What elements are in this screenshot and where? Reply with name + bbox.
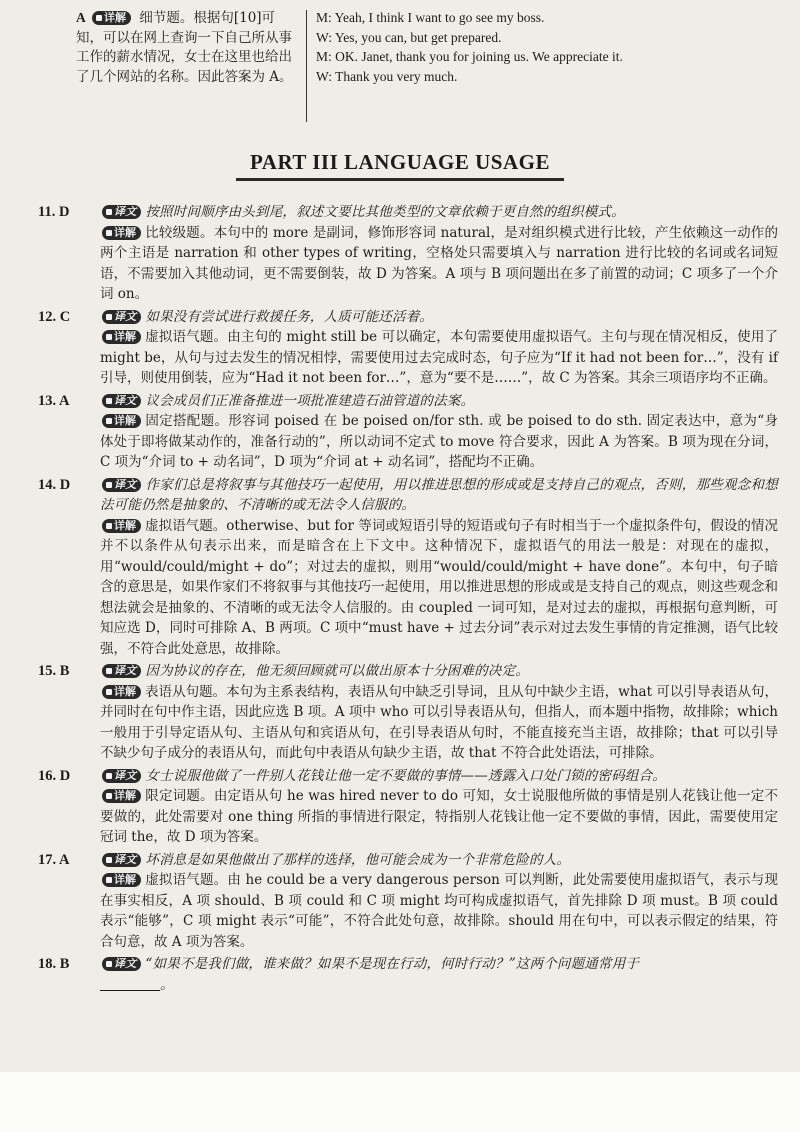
explanation: 详解 限定词题。由定语从句 he was hired never to do 可知，女士说服他所做的事情是别人花钱让他一定不要做的，此处需要对 one thing 所指的事情进行限定，特指别人花钱让他一定不要做的事情，因此，需要使用定冠词 the，故 D 项为答案。 xyxy=(100,788,778,845)
question-item xyxy=(38,202,778,305)
question-item xyxy=(38,391,778,473)
explanation: 详解 虚拟语气题。otherwise、but for 等词或短语引导的短语或句子有时相当于一个虚拟条件句，假设的情况并不以条件从句表示出来，而是暗含在上下文中。这种情况下，虚拟语气的用法一般是：对现在的虚拟，用“would/could/might + do”；对过去的虚拟，则用“would/could/might + have done”。本句中，句子暗含的意思是，如果作家们不将叙事与其他技巧一起使用，用以推进思想的形成或是支持自己的观点，则这些观念和想法就会是抽象的、不清晰的或无法令人信服的。由 coupled 一词可知，是对过去的虚拟，再根据句意判断，可知应选 D，同时可排除 A、B 两项。C 项中“must have + 过去分词”表示对过去发生事情的肯定推测，语气比较强，不符合此处意思，故排除。 xyxy=(100,517,778,657)
dialogue-line: W: Yes, you can, but get prepared. xyxy=(316,29,502,45)
translation-tag: 译文 xyxy=(102,853,141,867)
question-number: 11. D xyxy=(38,204,70,220)
translation: 译文 按照时间顺序由头到尾，叙述文要比其他类型的文章依赖于更自然的组织模式。 xyxy=(100,202,778,223)
explanation: 详解 比较级题。本句中的 more 是副词，修饰形容词 natural，是对组织模式进行比较，产生依赖这一动作的两个主语是 narration 和 other types of writing，空格处只需要填入与 narration 进行比较的名词或名词短语，不需要加入其他动词，更不需要倒装，故 D 为答案。A 项与 B 项问题出在多了前置的动词；C 项多了一个介词 on。 xyxy=(100,224,778,302)
explanation: 详解 表语从句题。本句为主系表结构，表语从句中缺乏引导词，且从句中缺少主语，what 可以引导表语从句，并同时在句中作主语，因此应选 B 项。A 项中 who 可以引导表语从句，但指人，而本题中指物，故排除；which 一般用于引导定语从句、主语从句和宾语从句，在引导表语从句时，不能直接充当主语，故排除；that 可以引导不缺少句子成分的表语从句，而此句中表语从句缺少主语，故 that 不符合此处语法，可排除。 xyxy=(100,683,778,761)
answer-blank xyxy=(100,978,160,991)
question-item xyxy=(38,475,778,660)
translation: 译文 坏消息是如果他做出了那样的选择，他可能会成为一个非常危险的人。 xyxy=(100,850,778,871)
tag-square-icon xyxy=(106,418,112,424)
explanation: 详解 固定搭配题。形容词 poised 在 be poised on/for sth. 或 be poised to do sth. 固定表达中，意为“身体处于即将做某动作的，准备行动的”，所以动词不定式 to move 符合要求，因此 A 为答案。B 项为现在分词，C 项为“介词 to + 动名词”，D 项为“介词 at + 动名词”，搭配均不正确。 xyxy=(100,413,778,470)
answer-list xyxy=(38,202,778,997)
tag-square-icon xyxy=(106,482,112,488)
translation: 译文 因为协议的存在，他无须回顾就可以做出原本十分困难的决定。 xyxy=(100,661,778,682)
translation: 译文 “如果不是我们做，谁来做？如果不是现在行动，何时行动？”这两个问题通常用于 。 xyxy=(100,954,778,995)
tag-square-icon xyxy=(106,398,112,404)
column-divider xyxy=(306,10,307,122)
translation-tag: 译文 xyxy=(102,394,141,408)
translation: 译文 如果没有尝试进行救援任务，人质可能还活着。 xyxy=(100,307,778,328)
tag-square-icon xyxy=(106,209,112,215)
tag-square-icon xyxy=(106,334,112,340)
dialogue-line: M: OK. Janet, thank you for joining us. We appreciate it. xyxy=(316,49,623,64)
translation-tag: 译文 xyxy=(102,205,141,219)
question-number: 18. B xyxy=(38,956,70,972)
detail-tag: 详解 xyxy=(102,873,141,887)
tag-square-icon xyxy=(106,314,112,320)
title-underline xyxy=(236,178,564,181)
tag-square-icon xyxy=(96,15,102,21)
tag-square-icon xyxy=(106,773,112,779)
translation: 译文 作家们总是将叙事与其他技巧一起使用，用以推进思想的形成或是支持自己的观点，否则，那些观念和想法可能仍然是抽象的、不清晰的或无法令人信服的。 xyxy=(100,476,778,513)
detail-tag: 详解 xyxy=(102,519,141,533)
detail-tag: 详解 xyxy=(102,685,141,699)
tag-square-icon xyxy=(106,523,112,529)
translation: 译文 女士说服他做了一件别人花钱让他一定不要做的事情——透露入口处门锁的密码组合。 xyxy=(100,766,778,787)
tag-square-icon xyxy=(106,857,112,863)
explanation: 详解 虚拟语气题。由 he could be a very dangerous person 可以判断，此处需要使用虚拟语气，表示与现在事实相反，A 项 should、B 项 could 和 C 项 might 均可构成虚拟语气，首先排除 D 项 must。B 项 could 表示“能够”，C 项 might 表示“可能”，不符合此处句意，故排除。should 用在句中，可以表示假定的结果，符合句意，故 A 项为答案。 xyxy=(100,872,778,950)
dialogue-line: M: Yeah, I think I want to go see my boss. xyxy=(316,10,545,25)
detail-tag: 详解 xyxy=(102,414,141,428)
tag-square-icon xyxy=(106,668,112,674)
question-number: 14. D xyxy=(38,476,71,493)
detail-tag: 详解 xyxy=(102,789,141,803)
detail-tag: 详解 xyxy=(102,330,141,344)
translation: 译文 议会成员们正准备推进一项批准建造石油管道的法案。 xyxy=(100,391,778,412)
question-item xyxy=(38,307,778,389)
question-number: 16. D xyxy=(38,767,71,784)
translation-tag: 译文 xyxy=(102,664,141,678)
explanation: 详解 虚拟语气题。由主句的 might still be 可以确定，本句需要使用虚拟语气。主句与现在情况相反，使用了 might be，从句与过去发生的情况相悖，需要使用过去完成时态，句子应为“If it had not been for…”，没有 if 引导，则使用倒装，应为“Had it not been for…”，意为“要不是……”，故 C 为答案。其余三项语序均不正确。 xyxy=(100,329,778,386)
question-number: 12. C xyxy=(38,308,71,325)
question-number: 15. B xyxy=(38,663,70,679)
detail-tag: 详解 xyxy=(102,226,141,240)
question-item xyxy=(38,954,778,995)
detail-text: 细节题。根据句[10]可知，可以在网上查询一下自己所从事工作的薪水情况，女士在这里也给出了几个网站的名称。因此答案为 A。 xyxy=(76,10,293,85)
top-left-explanation xyxy=(76,8,298,87)
part-title: PART III LANGUAGE USAGE xyxy=(250,150,550,174)
tag-square-icon xyxy=(106,230,112,236)
tag-square-icon xyxy=(106,877,112,883)
page-bottom-margin xyxy=(0,1072,800,1132)
question-item xyxy=(38,766,778,848)
translation-tag: 译文 xyxy=(102,310,141,324)
dialogue-line: W: Thank you very much. xyxy=(316,68,458,84)
question-item xyxy=(38,850,778,953)
detail-tag: 详解 xyxy=(92,11,131,25)
translation-tag: 译文 xyxy=(102,769,141,783)
question-number: 17. A xyxy=(38,851,70,868)
tag-square-icon xyxy=(106,961,112,967)
tag-square-icon xyxy=(106,793,112,799)
translation-tag: 译文 xyxy=(102,957,141,971)
translation-tag: 译文 xyxy=(102,478,141,492)
answer-letter: A xyxy=(76,10,86,25)
question-number: 13. A xyxy=(38,392,70,409)
question-item xyxy=(38,661,778,764)
dialogue xyxy=(316,8,756,86)
tag-square-icon xyxy=(106,689,112,695)
